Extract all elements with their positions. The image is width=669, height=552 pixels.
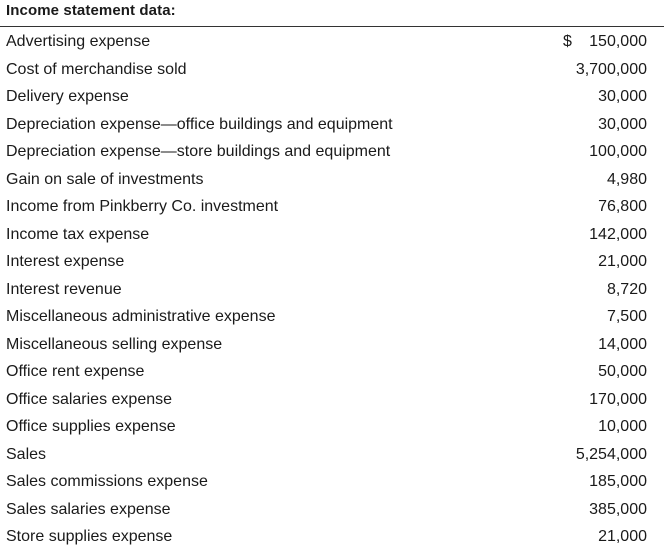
table-row: [0, 523, 664, 551]
table-row: [0, 276, 664, 304]
row-label: Store supplies expense: [6, 528, 173, 545]
table-row: [0, 441, 664, 469]
row-amount: 142,000: [589, 225, 647, 243]
row-label: Miscellaneous selling expense: [6, 335, 223, 353]
row-label: Office rent expense: [6, 363, 145, 380]
table-row: [0, 193, 664, 221]
row-amount: 100,000: [589, 143, 647, 160]
row-amount: 76,800: [598, 198, 647, 215]
row-amount: 30,000: [598, 115, 647, 133]
table-row: [0, 83, 664, 111]
row-amount: 4,980: [606, 170, 647, 188]
table-row: [0, 331, 664, 359]
heading-rule: [0, 26, 664, 27]
table-heading: Income statement data:: [6, 2, 176, 19]
row-amount: 185,000: [589, 473, 647, 490]
table-row: [0, 358, 664, 386]
table-row: [0, 248, 664, 276]
row-label: Depreciation expense—office buildings and equipment: [6, 115, 393, 133]
table-row: [0, 303, 664, 331]
table-row: [0, 386, 664, 414]
row-amount: 50,000: [598, 363, 647, 380]
row-label: Income from Pinkberry Co. investment: [6, 198, 279, 215]
table-row: [0, 468, 664, 496]
row-label: Sales: [6, 445, 47, 463]
row-amount: 30,000: [598, 88, 647, 105]
table-row: [0, 221, 664, 249]
row-amount: 150,000: [589, 33, 647, 50]
currency-symbol: $: [563, 33, 572, 50]
row-label: Sales commissions expense: [6, 473, 208, 490]
row-label: Income tax expense: [6, 225, 150, 243]
table-row: [0, 496, 664, 524]
row-label: Miscellaneous administrative expense: [6, 308, 276, 325]
row-label: Gain on sale of investments: [6, 170, 204, 188]
row-amount: 14,000: [598, 335, 647, 353]
row-label: Depreciation expense—store buildings and equipment: [6, 143, 391, 160]
table-row: [0, 28, 664, 56]
row-amount: 385,000: [589, 500, 647, 518]
row-label: Cost of merchandise sold: [6, 60, 187, 78]
row-amount: 21,000: [598, 528, 647, 545]
row-label: Sales salaries expense: [6, 500, 171, 518]
row-label: Interest revenue: [6, 280, 122, 298]
row-label: Office supplies expense: [6, 418, 176, 435]
table-row: [0, 111, 664, 139]
row-amount: 170,000: [589, 390, 647, 408]
row-label: Delivery expense: [6, 88, 129, 105]
row-amount: 8,720: [606, 280, 647, 298]
table-row: [0, 166, 664, 194]
table-row: [0, 56, 664, 84]
row-amount: 7,500: [606, 308, 647, 325]
table-row: [0, 138, 664, 166]
row-amount: 3,700,000: [575, 60, 647, 78]
row-amount: 21,000: [598, 253, 647, 270]
row-label: Interest expense: [6, 253, 125, 270]
table-body: [0, 28, 664, 551]
row-label: Office salaries expense: [6, 390, 173, 408]
table-row: [0, 413, 664, 441]
row-amount: 5,254,000: [575, 445, 647, 463]
row-amount: 10,000: [598, 418, 647, 435]
row-label: Advertising expense: [6, 33, 151, 50]
